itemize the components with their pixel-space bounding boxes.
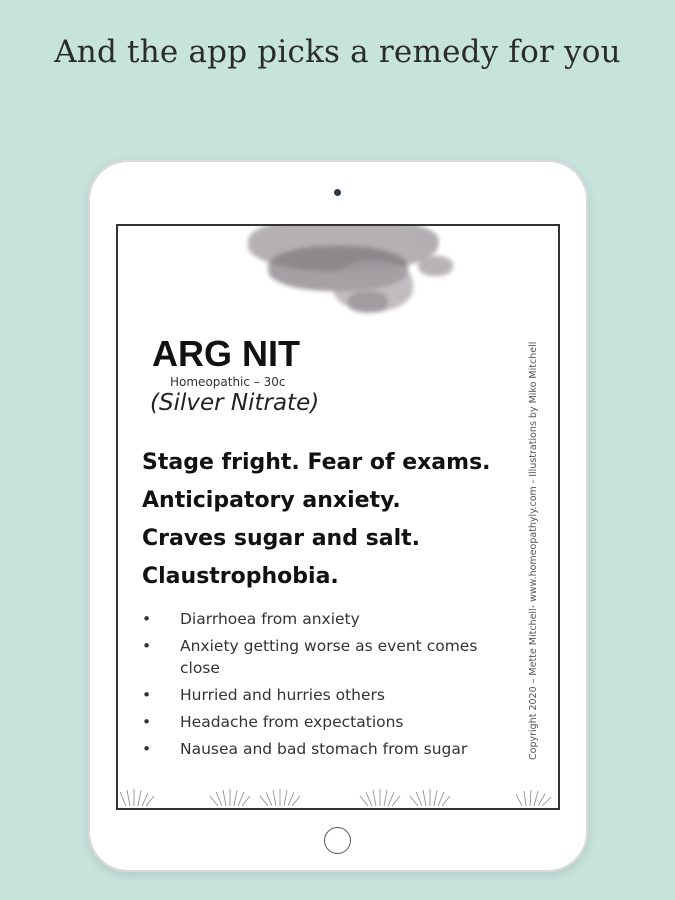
symptom-item [142,608,522,630]
bullet-icon: • [142,740,152,758]
bullet-icon: • [142,686,152,704]
headline: And the app picks a remedy for you [54,34,621,70]
symptom-item [142,738,522,760]
sunburst-decoration-icon [118,786,558,806]
bullet-icon: • [142,637,152,655]
symptom-text: Diarrhoea from anxiety [180,610,360,628]
bullet-icon: • [142,610,152,628]
keynote-item: Craves sugar and salt. [142,526,420,551]
keynote-item: Claustrophobia. [142,564,339,589]
tablet-device [88,160,588,872]
potency-label: Homeopathic – 30c [170,375,286,389]
symptom-text: Hurried and hurries others [180,686,385,704]
symptom-text: Nausea and bad stomach from sugar [180,740,468,758]
remedy-latin-name: (Silver Nitrate) [150,390,320,416]
keynote-list [142,444,491,596]
remedy-card[interactable] [116,224,560,810]
symptom-item [142,711,522,733]
symptom-item [142,684,522,706]
copyright-text: Copyright 2020 – Mette Mitchell- www.homeopathyly.com - Illustrations by Miko Mitchell [528,341,539,760]
home-button-icon[interactable] [324,827,351,854]
keynote-item: Anticipatory anxiety. [142,488,401,513]
symptom-text: Anxiety getting worse as event comes close [180,637,478,677]
bullet-icon: • [142,713,152,731]
remedy-title: ARG NIT [152,333,300,374]
camera-icon [334,189,341,196]
symptom-item [142,635,522,679]
symptom-list [142,608,522,765]
keynote-item: Stage fright. Fear of exams. [142,450,491,475]
symptom-text: Headache from expectations [180,713,404,731]
